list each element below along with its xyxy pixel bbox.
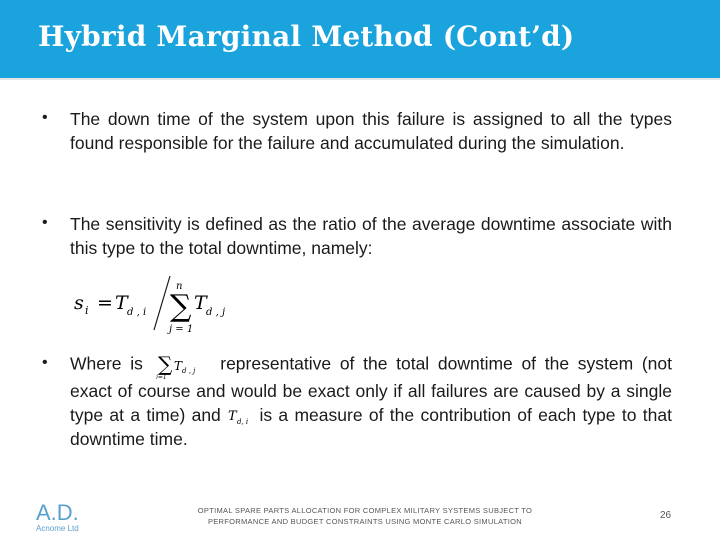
formula-T2: T bbox=[194, 292, 207, 314]
bullet-1-text: The down time of the system upon this failure is assigned to all the types found responsible for the failure and accumulated during the simulation. bbox=[70, 109, 672, 153]
bullet-2-text: The sensitivity is defined as the ratio of the average downtime associate with this type to the total downtime, namely: bbox=[70, 214, 672, 258]
logo-caption: Acnome Ltd bbox=[36, 524, 79, 533]
slide-footer bbox=[190, 505, 540, 527]
sensitivity-formula bbox=[74, 272, 244, 334]
inline-sum-lower: j=1 bbox=[155, 374, 167, 379]
formula-sum: ∑ bbox=[170, 289, 192, 324]
bullet-3-part3: is a measure of the contribution of each type to that downtime time. bbox=[70, 405, 672, 449]
bullet-2-marker: • bbox=[42, 214, 48, 231]
bullet-3-part1: Where is bbox=[70, 353, 143, 374]
slide-title: Hybrid Marginal Method (Cont’d) bbox=[38, 20, 575, 53]
inline-td-expression bbox=[227, 406, 253, 426]
formula-s: s bbox=[74, 292, 84, 314]
inline-sum-T: T bbox=[173, 359, 182, 373]
formula-T1: T bbox=[115, 292, 128, 314]
formula-slash bbox=[154, 276, 170, 330]
bullet-3-part2: representative of the total downtime of the system (not exact of course and would be exact only if all failures are caused by a single type at a time) and bbox=[70, 353, 672, 425]
inline-sum-symbol: ∑ bbox=[157, 352, 172, 376]
inline-sum-expression bbox=[152, 351, 212, 379]
title-divider bbox=[0, 78, 720, 80]
formula-lower-limit: j = 1 bbox=[169, 324, 194, 334]
title-bar bbox=[0, 0, 720, 78]
formula-T1-sub: d , i bbox=[127, 307, 147, 318]
logo-mark: A.D. bbox=[36, 500, 79, 525]
footer-line-2: PERFORMANCE AND BUDGET CONSTRAINTS USING MONTE CARLO SIMULATION bbox=[207, 517, 523, 526]
bullet-3-marker: • bbox=[42, 354, 48, 371]
formula-upper-limit: n bbox=[176, 281, 183, 292]
bullet-1-marker: • bbox=[42, 109, 48, 126]
page-number: 26 bbox=[660, 510, 672, 521]
inline-sum-sub: d , j bbox=[181, 367, 195, 375]
footer-line-1: OPTIMAL SPARE PARTS ALLOCATION FOR COMPLEX MILITARY SYSTEMS SUBJECT TO bbox=[197, 506, 533, 515]
formula-equals: = bbox=[97, 292, 113, 314]
formula-T2-sub: d , j bbox=[206, 307, 226, 318]
formula-s-sub: i bbox=[85, 304, 89, 317]
bullet-3-text bbox=[70, 351, 672, 451]
inline-td-sub: d, i bbox=[237, 418, 249, 427]
acnome-logo bbox=[34, 498, 94, 534]
inline-td-T: T bbox=[228, 409, 237, 425]
